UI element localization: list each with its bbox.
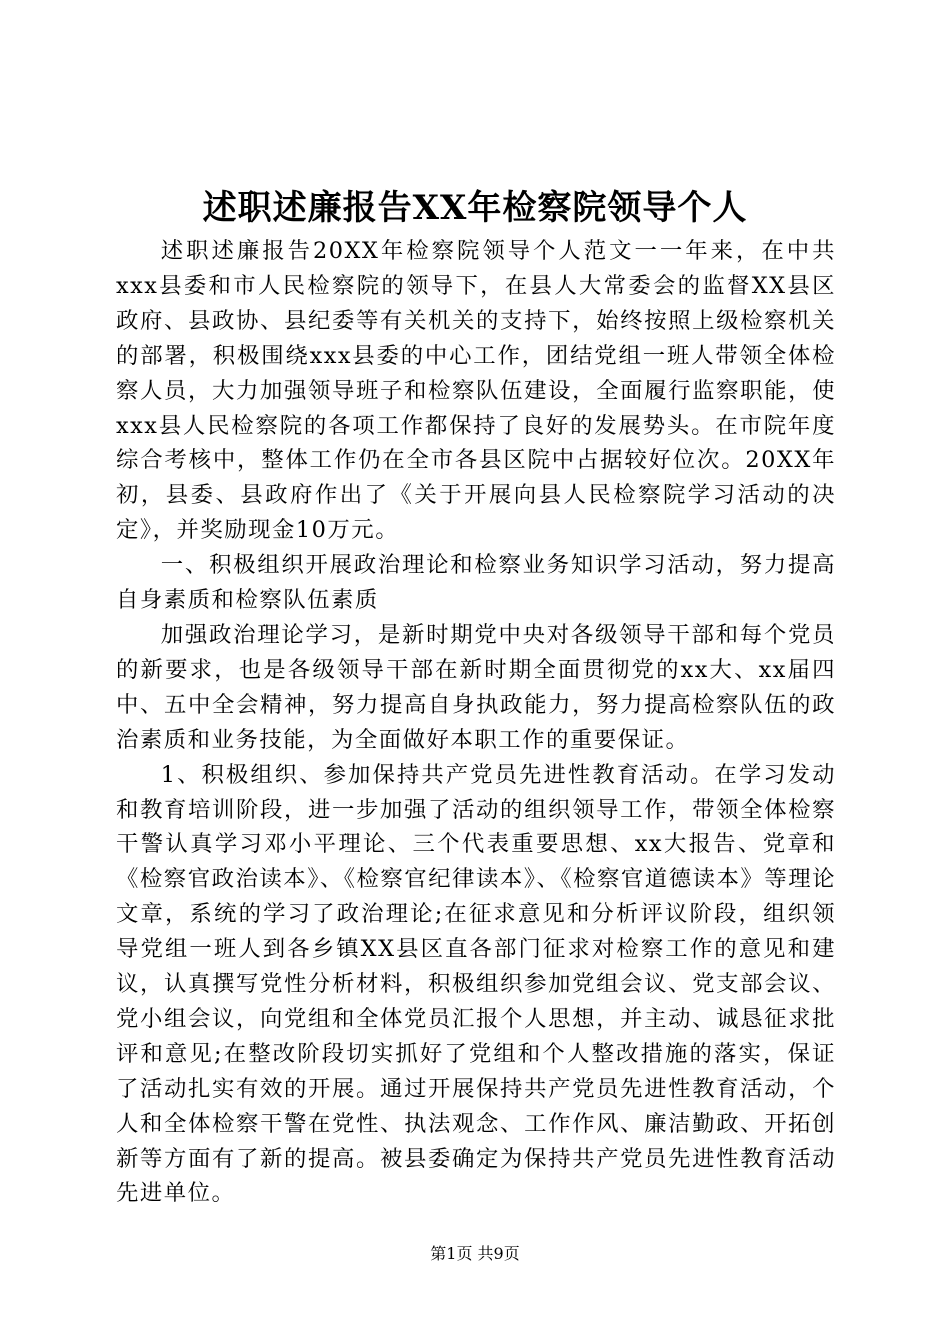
page-number-footer: 第1页 共9页 (430, 1244, 520, 1263)
paragraph-education-activity: 1、积极组织、参加保持共产党员先进性教育活动。在学习发动和教育培训阶段，进一步加强了活动的组织领导工作，带领全体检察干警认真学习邓小平理论、三个代表重要思想、xx大报告、党章和《检察官政治读本》、《检察官纪律读本》、《检察官道德读本》等理论文章，系统的学习了政治理论;在征求意见和分析评议阶段，组织领导党组一班人到各乡镇XX县区直各部门征求对检察工作的意见和建议，认真撰写党性分析材料，积极组织参加党组会议、党支部会议、党小组会议，向党组和全体党员汇报个人思想，并主动、诚恳征求批评和意见;在整改阶段切实抓好了党组和个人整改措施的落实，保证了活动扎实有效的开展。通过开展保持共产党员先进性教育活动，个人和全体检察干警在党性、执法观念、工作作风、廉洁勤政、开拓创新等方面有了新的提高。被县委确定为保持共产党员先进性教育活动先进单位。 (116, 761, 836, 1207)
paragraph-section-heading: 一、积极组织开展政治理论和检察业务知识学习活动，努力提高自身素质和检察队伍素质 (116, 552, 836, 614)
paragraph-political-study: 加强政治理论学习，是新时期党中央对各级领导干部和每个党员的新要求，也是各级领导干部在新时期全面贯彻党的xx大、xx届四中、五中全会精神，努力提高自身执政能力，努力提高检察队伍的政治素质和业务技能，为全面做好本职工作的重要保证。 (116, 621, 836, 753)
document-body (116, 234, 836, 1211)
paragraph-intro: 述职述廉报告20XX年检察院领导个人范文一一年来，在中共xxx县委和市人民检察院的领导下，在县人大常委会的监督XX县区政府、县政协、县纪委等有关机关的支持下，始终按照上级检察机关的部署，积极围绕xxx县委的中心工作，团结党组一班人带领全体检察人员，大力加强领导班子和检察队伍建设，全面履行监察职能，使xxx县人民检察院的各项工作都保持了良好的发展势头。在市院年度综合考核中，整体工作仍在全市各县区院中占据较好位次。20XX年初，县委、县政府作出了《关于开展向县人民检察院学习活动的决定》，并奖励现金10万元。 (116, 238, 836, 544)
document-title: 述职述廉报告XX年检察院领导个人 (202, 188, 748, 228)
